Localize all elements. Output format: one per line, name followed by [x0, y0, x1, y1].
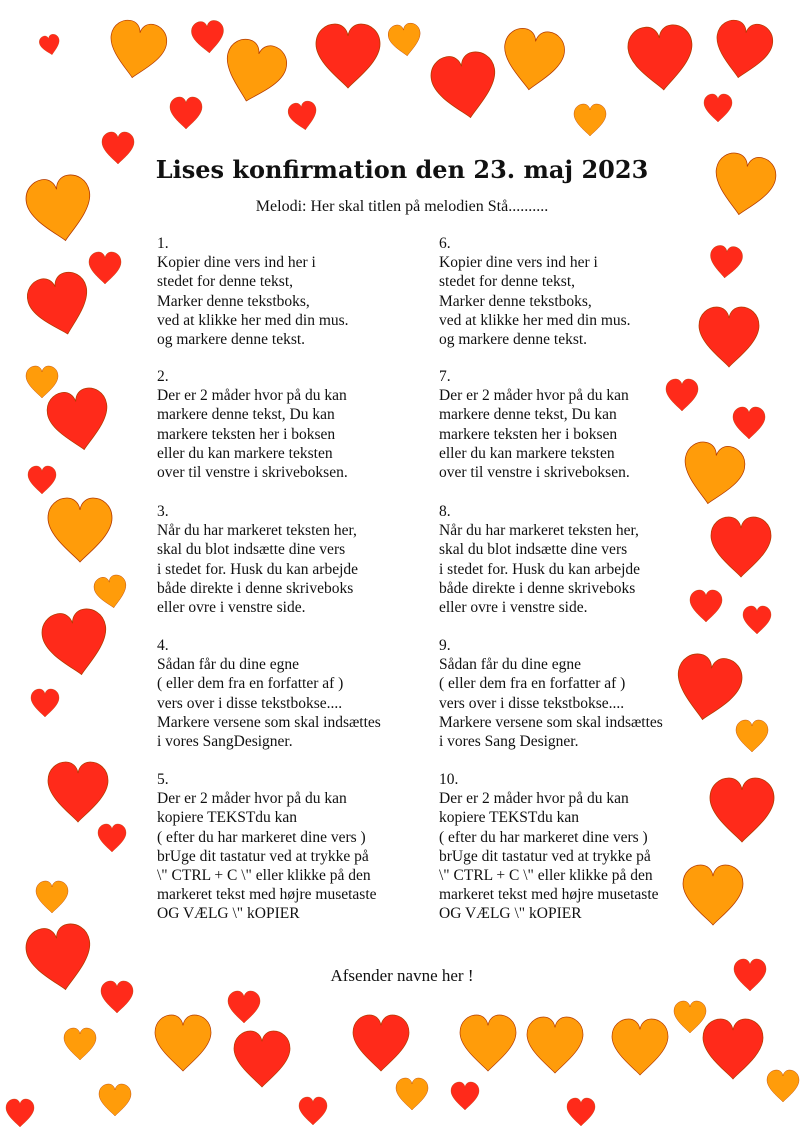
verse-line: i vores SangDesigner. [157, 733, 293, 751]
heart-icon [234, 1031, 290, 1087]
verse-line: Markere versene som skal indsættes [439, 713, 663, 731]
heart-icon [31, 689, 59, 717]
heart-icon [105, 18, 170, 83]
verse-line: eller du kan markere teksten [439, 444, 615, 462]
verse-block[interactable] [439, 234, 719, 349]
heart-icon [299, 1097, 327, 1125]
verse-block[interactable] [157, 636, 437, 751]
verse-line: Sådan får du dine egne [439, 656, 582, 674]
verse-line: markeret tekst med højre musetaste [157, 886, 377, 904]
verse-line: ( efter du har markeret dine vers ) [157, 828, 366, 846]
heart-icon [170, 97, 202, 129]
heart-icon [64, 1028, 96, 1060]
heart-icon [451, 1082, 479, 1110]
verse-block[interactable] [439, 770, 719, 924]
heart-icon [703, 1019, 763, 1079]
verse-line: ved at klikke her med din mus. [439, 311, 631, 329]
verse-line: brUge dit tastatur ved at trykke på [157, 847, 369, 865]
heart-icon [527, 1017, 583, 1073]
verse-number: 2. [157, 368, 169, 385]
verse-line: OG VÆLG \" kOPIER [439, 905, 582, 923]
heart-icon [28, 466, 56, 494]
heart-icon [710, 778, 774, 842]
verse-number: 6. [439, 235, 451, 252]
verse-number: 8. [439, 503, 451, 520]
verse-line: over til venstre i skriveboksen. [439, 464, 630, 482]
verse-line: Kopier dine vers ind her i [157, 254, 316, 272]
verse-block[interactable] [439, 367, 719, 482]
verse-line: eller ovre i venstre side. [157, 599, 306, 617]
heart-icon [26, 366, 58, 398]
verse-line: Der er 2 måder hvor på du kan [439, 790, 629, 808]
verse-line: vers over i disse tekstbokse.... [157, 694, 343, 712]
verse-line: og markere denne tekst. [157, 331, 306, 349]
verse-line: markere teksten her i boksen [439, 425, 618, 443]
verse-number: 3. [157, 503, 169, 520]
verse-block[interactable] [157, 770, 437, 924]
heart-icon [89, 252, 121, 284]
verse-number: 1. [157, 235, 169, 252]
verse-line: ved at klikke her med din mus. [157, 311, 349, 329]
verse-line: over til venstre i skriveboksen. [157, 464, 348, 482]
heart-icon [353, 1015, 409, 1071]
verse-block[interactable] [157, 502, 437, 617]
verse-line: skal du blot indsætte dine vers [439, 541, 628, 559]
heart-icon [396, 1078, 428, 1110]
heart-icon [767, 1070, 799, 1102]
verse-line: brUge dit tastatur ved at trykke på [439, 847, 651, 865]
heart-icon [733, 407, 765, 439]
heart-icon [48, 762, 108, 822]
sender-name: Afsender navne her ! [330, 966, 474, 985]
verse-block[interactable] [439, 636, 719, 751]
heart-icon [626, 23, 695, 92]
heart-icon [155, 1015, 211, 1071]
verse-line: ( efter du har markeret dine vers ) [439, 828, 648, 846]
verse-line: markere denne tekst, Du kan [439, 406, 617, 424]
verse-line: i stedet for. Husk du kan arbejde [157, 560, 359, 578]
heart-icon [612, 1019, 668, 1075]
verse-line: \" CTRL + C \" eller klikke på den [439, 867, 653, 885]
heart-icon [23, 268, 96, 341]
heart-icon [99, 1084, 131, 1116]
heart-icon [387, 22, 423, 58]
verse-line: Marker denne tekstboks, [439, 292, 592, 310]
verse-line: både direkte i denne skriveboks [157, 579, 354, 597]
heart-icon [574, 104, 606, 136]
verse-line: eller ovre i venstre side. [439, 599, 588, 617]
heart-icon [36, 881, 68, 913]
heart-icon [287, 100, 319, 132]
verse-line: Markere versene som skal indsættes [157, 713, 381, 731]
verse-line: Sådan får du dine egne [157, 656, 300, 674]
heart-icon [499, 26, 567, 94]
heart-icon [44, 385, 114, 455]
verse-line: i vores Sang Designer. [439, 733, 579, 751]
heart-icon [704, 94, 732, 122]
heart-icon [92, 573, 129, 610]
page-title: Lises konfirmation den 23. maj 2023 [155, 155, 649, 184]
verse-line: OG VÆLG \" kOPIER [157, 905, 300, 923]
verse-line: stedet for denne tekst, [439, 273, 576, 291]
verse-line: \" CTRL + C \" eller klikke på den [157, 867, 371, 885]
verse-line: markere teksten her i boksen [157, 425, 336, 443]
heart-icon [460, 1015, 516, 1071]
verse-line: i stedet for. Husk du kan arbejde [439, 560, 641, 578]
verse-line: vers over i disse tekstbokse.... [439, 694, 625, 712]
heart-icon [736, 720, 768, 752]
verse-line: og markere denne tekst. [439, 331, 588, 349]
verse-line: markeret tekst med højre musetaste [439, 886, 659, 904]
verse-line: Der er 2 måder hvor på du kan [157, 387, 347, 405]
heart-icon [743, 606, 771, 634]
heart-icon [711, 517, 771, 577]
verse-block[interactable] [439, 502, 719, 617]
heart-icon [711, 18, 776, 83]
verse-line: Når du har markeret teksten her, [157, 522, 357, 540]
heart-icon [191, 20, 226, 55]
heart-icon [38, 33, 62, 57]
heart-icon [217, 35, 290, 108]
verse-block[interactable] [157, 234, 437, 349]
verse-number: 7. [439, 368, 451, 385]
heart-icon [228, 991, 260, 1023]
verse-line: eller du kan markere teksten [157, 444, 333, 462]
verse-line: Marker denne tekstboks, [157, 292, 310, 310]
verse-line: ( eller dem fra en forfatter af ) [439, 675, 626, 693]
heart-icon [428, 49, 502, 123]
verse-line: Der er 2 måder hvor på du kan [439, 387, 629, 405]
verse-number: 4. [157, 637, 169, 654]
heart-icon [674, 1001, 706, 1033]
heart-icon [6, 1099, 34, 1127]
verse-line: stedet for denne tekst, [157, 273, 294, 291]
melody-line: Melodi: Her skal titlen på melodien Stå.......... [255, 198, 549, 215]
heart-icon [567, 1098, 595, 1126]
heart-icon [48, 498, 112, 562]
verse-line: Der er 2 måder hvor på du kan [157, 790, 347, 808]
verse-line: Når du har markeret teksten her, [439, 522, 639, 540]
verse-number: 5. [157, 771, 169, 788]
verse-line: både direkte i denne skriveboks [439, 579, 636, 597]
verse-line: ( eller dem fra en forfatter af ) [157, 675, 344, 693]
verse-line: markere denne tekst, Du kan [157, 406, 335, 424]
verse-line: skal du blot indsætte dine vers [157, 541, 346, 559]
verse-block[interactable] [157, 367, 437, 482]
heart-icon [316, 24, 380, 88]
verse-number: 10. [439, 771, 459, 788]
heart-icon [98, 824, 126, 852]
verse-line: kopiere TEKSTdu kan [157, 809, 298, 827]
verse-number: 9. [439, 637, 451, 654]
verse-line: Kopier dine vers ind her i [439, 254, 598, 272]
heart-icon [39, 606, 113, 680]
verse-line: kopiere TEKSTdu kan [439, 809, 580, 827]
